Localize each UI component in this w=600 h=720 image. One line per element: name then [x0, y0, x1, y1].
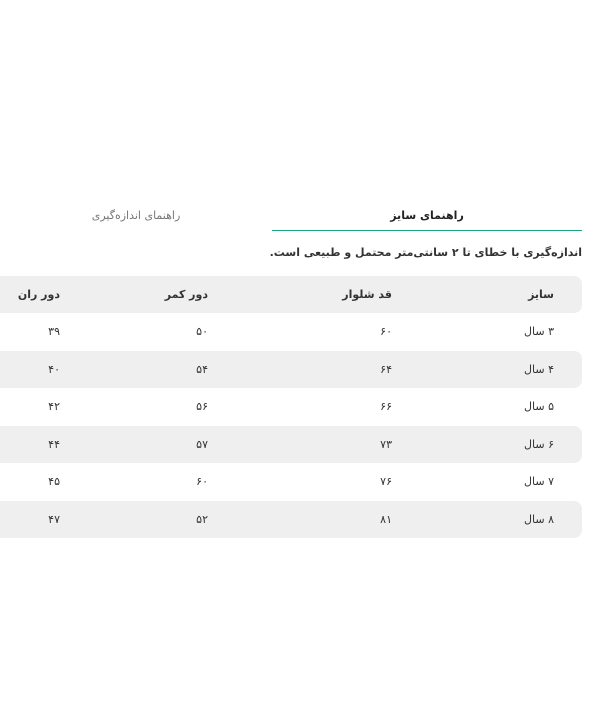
tab-measure-guide[interactable]	[0, 200, 272, 231]
tab-measure-guide-label: راهنمای اندازه‌گیری	[91, 208, 181, 222]
cell-size: ۸ سال	[524, 512, 554, 526]
measurement-note: اندازه‌گیری با خطای تا ۲ سانتی‌متر محتمل و طبیعی است.	[269, 246, 582, 259]
header-thigh: دور ران	[17, 288, 60, 301]
table-header-row	[0, 276, 582, 313]
cell-size: ۳ سال	[524, 325, 554, 339]
cell-thigh: ۴۵	[48, 475, 60, 489]
cell-size: ۷ سال	[524, 475, 554, 489]
table-row	[0, 388, 582, 426]
table-row	[0, 351, 582, 389]
tab-size-guide[interactable]	[272, 200, 582, 231]
table-row	[0, 426, 582, 464]
cell-thigh: ۴۷	[48, 512, 60, 526]
cell-pants-length: ۶۴	[380, 362, 392, 376]
cell-thigh: ۴۴	[48, 437, 60, 451]
tab-size-guide-label: راهنمای سایز	[390, 208, 464, 222]
cell-thigh: ۳۹	[48, 325, 60, 339]
cell-waist: ۵۶	[196, 400, 208, 414]
cell-waist: ۶۰	[196, 475, 208, 489]
cell-pants-length: ۷۶	[380, 475, 392, 489]
cell-waist: ۵۰	[196, 325, 208, 339]
cell-pants-length: ۶۰	[380, 325, 392, 339]
cell-pants-length: ۶۶	[380, 400, 392, 414]
guide-tabs	[0, 200, 582, 232]
cell-waist: ۵۲	[196, 512, 208, 526]
header-size: سایز	[528, 288, 554, 301]
cell-waist: ۵۷	[196, 437, 208, 451]
cell-thigh: ۴۲	[48, 400, 60, 414]
table-row	[0, 463, 582, 501]
cell-size: ۴ سال	[524, 362, 554, 376]
cell-thigh: ۴۰	[48, 362, 60, 376]
table-row	[0, 501, 582, 539]
header-waist: دور کمر	[164, 288, 208, 301]
cell-waist: ۵۴	[196, 362, 208, 376]
header-pants-length: قد شلوار	[342, 288, 392, 301]
size-table	[0, 276, 582, 538]
cell-size: ۵ سال	[524, 400, 554, 414]
table-row	[0, 313, 582, 351]
cell-pants-length: ۷۳	[380, 437, 392, 451]
cell-pants-length: ۸۱	[380, 512, 392, 526]
cell-size: ۶ سال	[524, 437, 554, 451]
